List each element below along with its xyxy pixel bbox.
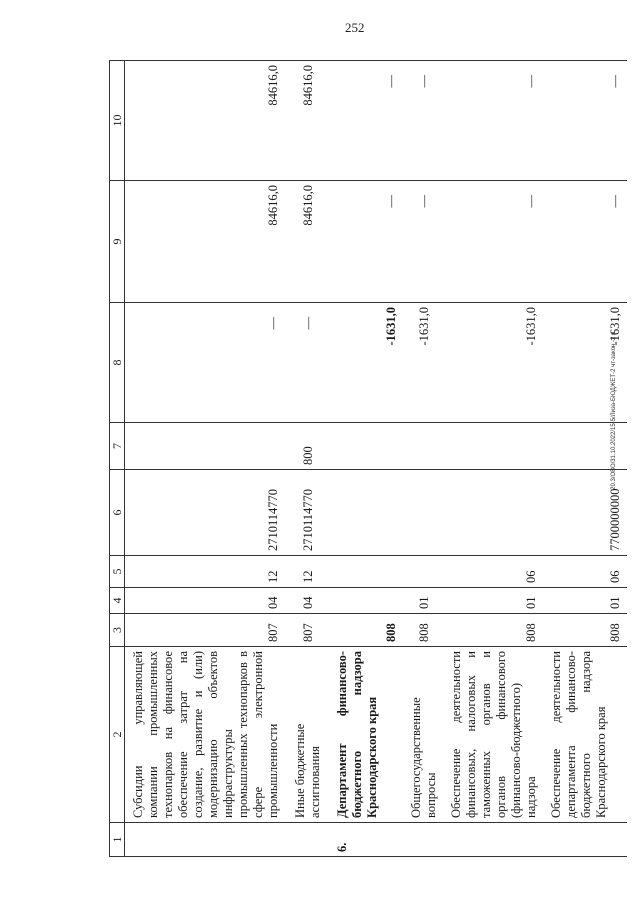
cell-col-5: 12	[125, 556, 286, 588]
header-col-4: 4	[110, 588, 125, 614]
row-number	[285, 823, 329, 857]
header-col-2: 2	[110, 647, 125, 823]
header-col-6: 6	[110, 470, 125, 556]
cell-col-3: 808	[329, 614, 403, 647]
row-name: Иные бюджетные ассигнования	[285, 647, 329, 823]
header-col-1: 1	[110, 823, 125, 857]
cell-col-7	[543, 423, 627, 470]
cell-col-8: -1631,0	[443, 303, 543, 423]
cell-col-5: 12	[285, 556, 329, 588]
cell-col-4: 01	[403, 588, 443, 614]
cell-col-3: 807	[125, 614, 286, 647]
cell-col-3: 808	[443, 614, 543, 647]
cell-col-8: -1631,0	[403, 303, 443, 423]
row-number: 6.	[329, 823, 403, 857]
cell-col-5: 06	[543, 556, 627, 588]
cell-col-9: —	[443, 181, 543, 303]
row-number	[543, 823, 627, 857]
cell-col-9: —	[329, 181, 403, 303]
cell-col-6	[443, 470, 543, 556]
table-row	[285, 61, 329, 857]
table-row	[443, 61, 543, 857]
cell-col-8: -1631,0	[543, 303, 627, 423]
header-col-8: 8	[110, 303, 125, 423]
cell-col-5: 06	[443, 556, 543, 588]
row-name: Обеспечение деятельности финансовых, налоговых и таможенных органов и органов финансового (финансово-бюджетного) надзора	[443, 647, 543, 823]
row-name: Департамент финансово-бюджетного надзора Краснодарского края	[329, 647, 403, 823]
cell-col-6	[403, 470, 443, 556]
cell-col-4: 04	[125, 588, 286, 614]
table-row	[403, 61, 443, 857]
cell-col-6: 2710114770	[285, 470, 329, 556]
header-col-7: 7	[110, 423, 125, 470]
cell-col-6: 2710114770	[125, 470, 286, 556]
budget-table	[109, 60, 627, 857]
cell-col-7	[329, 423, 403, 470]
table-row	[543, 61, 627, 857]
cell-col-9: —	[403, 181, 443, 303]
table-row	[329, 61, 403, 857]
cell-col-10: —	[543, 61, 627, 181]
cell-col-6: 7700000000	[543, 470, 627, 556]
cell-col-5	[403, 556, 443, 588]
cell-col-5	[329, 556, 403, 588]
table-header-row	[110, 61, 125, 857]
cell-col-4	[329, 588, 403, 614]
row-number	[403, 823, 443, 857]
cell-col-8: -1631,0	[329, 303, 403, 423]
cell-col-10: 84616,0	[125, 61, 286, 181]
cell-col-10: —	[403, 61, 443, 181]
page-number: 252	[345, 20, 365, 35]
header-col-9: 9	[110, 181, 125, 303]
cell-col-9: 84616,0	[285, 181, 329, 303]
row-number	[125, 823, 286, 857]
cell-col-6	[329, 470, 403, 556]
cell-col-10: —	[443, 61, 543, 181]
cell-col-9: 84616,0	[125, 181, 286, 303]
cell-col-9: —	[543, 181, 627, 303]
row-number	[443, 823, 543, 857]
row-name: Общегосударственные вопросы	[403, 647, 443, 823]
header-col-10: 10	[110, 61, 125, 181]
cell-col-8: —	[285, 303, 329, 423]
cell-col-10: 84616,0	[285, 61, 329, 181]
cell-col-3: 808	[403, 614, 443, 647]
cell-col-4: 04	[285, 588, 329, 614]
cell-col-8: —	[125, 303, 286, 423]
cell-col-7	[125, 423, 286, 470]
cell-col-3: 808	[543, 614, 627, 647]
cell-col-4: 01	[543, 588, 627, 614]
header-col-5: 5	[110, 556, 125, 588]
cell-col-7	[443, 423, 543, 470]
cell-col-10: —	[329, 61, 403, 181]
cell-col-4: 01	[443, 588, 543, 614]
table-row	[125, 61, 286, 857]
row-name: Обеспечение деятельности департамента финансово-бюджетного надзора Краснодарского края	[543, 647, 627, 823]
cell-col-7: 800	[285, 423, 329, 470]
cell-col-7	[403, 423, 443, 470]
cell-col-3: 807	[285, 614, 329, 647]
row-name: Субсидии управляющей компании промышленных технопарков на финансовое обеспечение затрат на создание, развитие и (или) модернизацию объектов инфраструктуры промышленных технопарков в сфере электронной промышленности	[125, 647, 286, 823]
document-code: 20.3/ОВО/31.10.2022/15-5/Лиза-БЮДЖЕТ-2 чт-закон -2 ч.	[611, 330, 617, 490]
header-col-3: 3	[110, 614, 125, 647]
